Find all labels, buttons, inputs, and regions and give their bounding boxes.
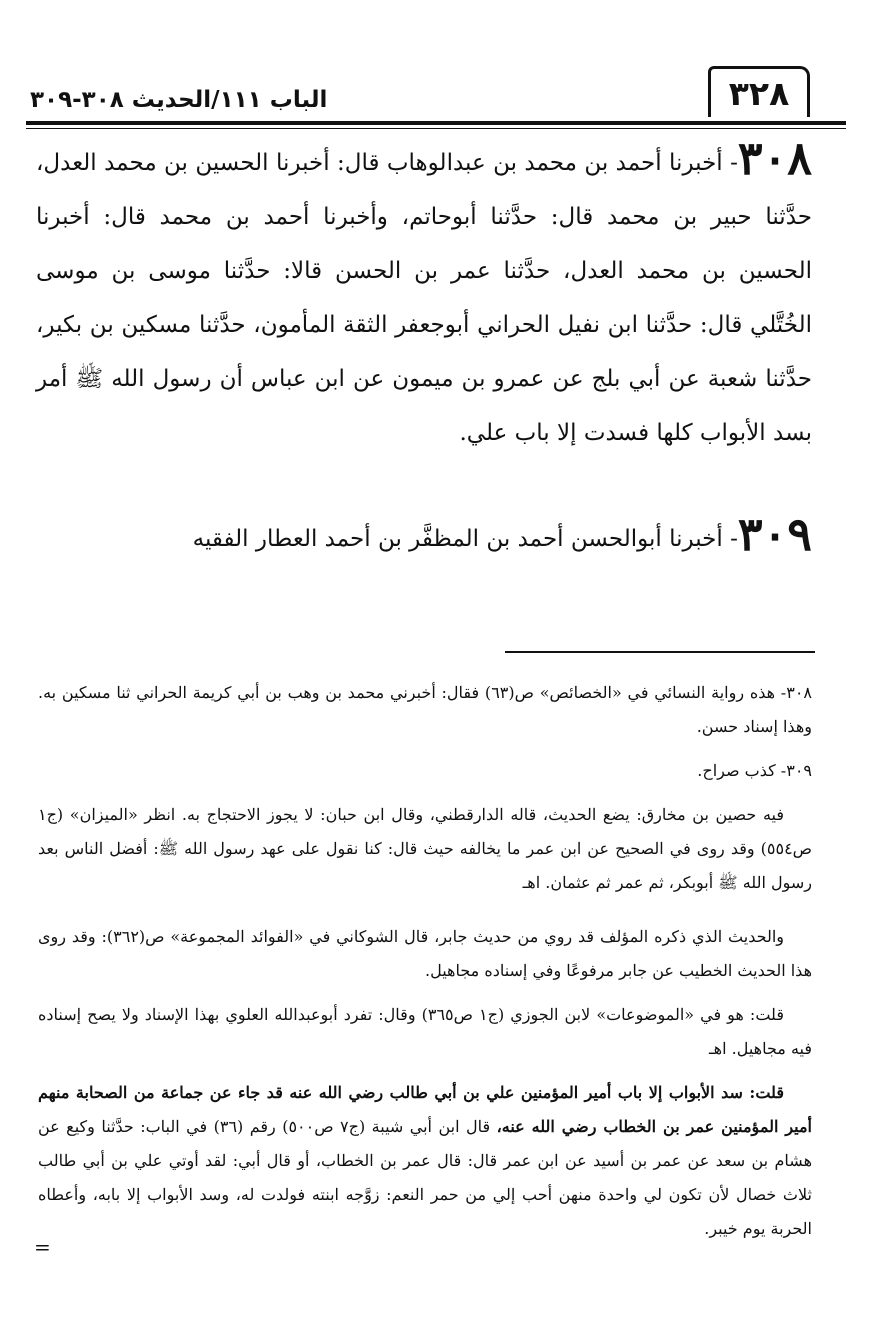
footnote-text: قال ابن أبي شيبة (ج٧ ص٥٠٠) رقم (٣٦) في الباب: حدَّثنا وكيع عن هشام بن سعد عن عمر بن أسيد عن ابن عمر قال: قال عمر بن الخطاب، أو قال أبي: لقد أوتي علي بن أبي طالب ثلاث خصال لأن تكون لي واحدة منهن أحب إلي من حمر النعم: زوَّجه ابنته فولدت له، وسد الأبواب إلا بابه، وأعطاه الحربة يوم خيبر.: [38, 1117, 813, 1238]
hadith-309: [36, 507, 812, 566]
page-number: ٣٢٨: [708, 66, 810, 117]
continuation-mark: =: [34, 1235, 51, 1259]
running-title: الباب ١١١/الحديث ٣٠٨-٣٠٩: [30, 87, 328, 113]
footnote-paragraph: فيه حصين بن مخارق: يضع الحديث، قاله الدارقطني، وقال ابن حبان: لا يجوز الاحتجاج به. انظر «الميزان» (ج١ ص٥٥٤) وقد روى في الصحيح عن ابن عمر ما يخالفه حيث قال: كنا نقول على عهد رسول الله ﷺ: أفضل الناس بعد رسول الله ﷺ أبوبكر، ثم عمر ثم عثمان. اهـ: [38, 805, 812, 892]
footnote-paragraph: [38, 1076, 812, 1246]
hadith-number-309: ٣٠٩: [737, 507, 812, 561]
hadith-308-text: - أخبرنا أحمد بن محمد بن عبدالوهاب قال: أخبرنا الحسين بن محمد العدل، حدَّثنا حبير بن محمد قال: حدَّثنا أبوحاتم، وأخبرنا أحمد بن محمد قال: أخبرنا الحسين بن محمد العدل، حدَّثنا عمر بن الحسن قالا: حدَّثنا موسى بن موسى الخُتَّلي قال: حدَّثنا ابن نفيل الحراني أبوجعفر الثقة المأمون، حدَّثنا مسكين بن بكير، حدَّثنا شعبة عن أبي بلج عن عمرو بن ميمون عن ابن عباس أن رسول الله ﷺ أمر بسد الأبواب كلها فسدت إلا باب علي.: [36, 150, 812, 446]
footnote-paragraph: والحديث الذي ذكره المؤلف قد روي من حديث جابر، قال الشوكاني في «الفوائد المجموعة» ص(٣٦٢): وقد روى هذا الحديث الخطيب عن جابر مرفوعًا وفي إسناده مجاهيل.: [38, 927, 812, 980]
footnote-308: ٣٠٨- هذه رواية النسائي في «الخصائص» ص(٦٣) فقال: أخبرني محمد بن وهب بن أبي كريمة الحراني ثنا مسكين به. وهذا إسناد حسن.: [38, 683, 812, 736]
footnote-bold-text: قلت: سد الأبواب إلا باب أمير المؤمنين علي بن أبي طالب رضي الله عنه قد جاء عن جماعة من الصحابة منهم أمير المؤمنين عمر بن الخطاب رضي الله عنه،: [38, 1083, 813, 1136]
hadith-309-text: - أخبرنا أبوالحسن أحمد بن المظفَّر بن أحمد العطار الفقيه: [192, 526, 738, 552]
footnote-paragraph: قلت: هو في «الموضوعات» لابن الجوزي (ج١ ص٣٦٥) وقال: تفرد أبوعبدالله العلوي بهذا الإسناد ولا يصح إسناده فيه مجاهيل. اهـ: [38, 1005, 812, 1058]
hadith-number-308: ٣٠٨: [737, 131, 812, 185]
header-rule: [26, 121, 846, 125]
footnote-separator: [505, 651, 815, 653]
footnote-309-heading: ٣٠٩- كذب صراح.: [697, 761, 812, 780]
hadith-308: [36, 131, 812, 460]
header-rule-thin: [26, 128, 846, 129]
